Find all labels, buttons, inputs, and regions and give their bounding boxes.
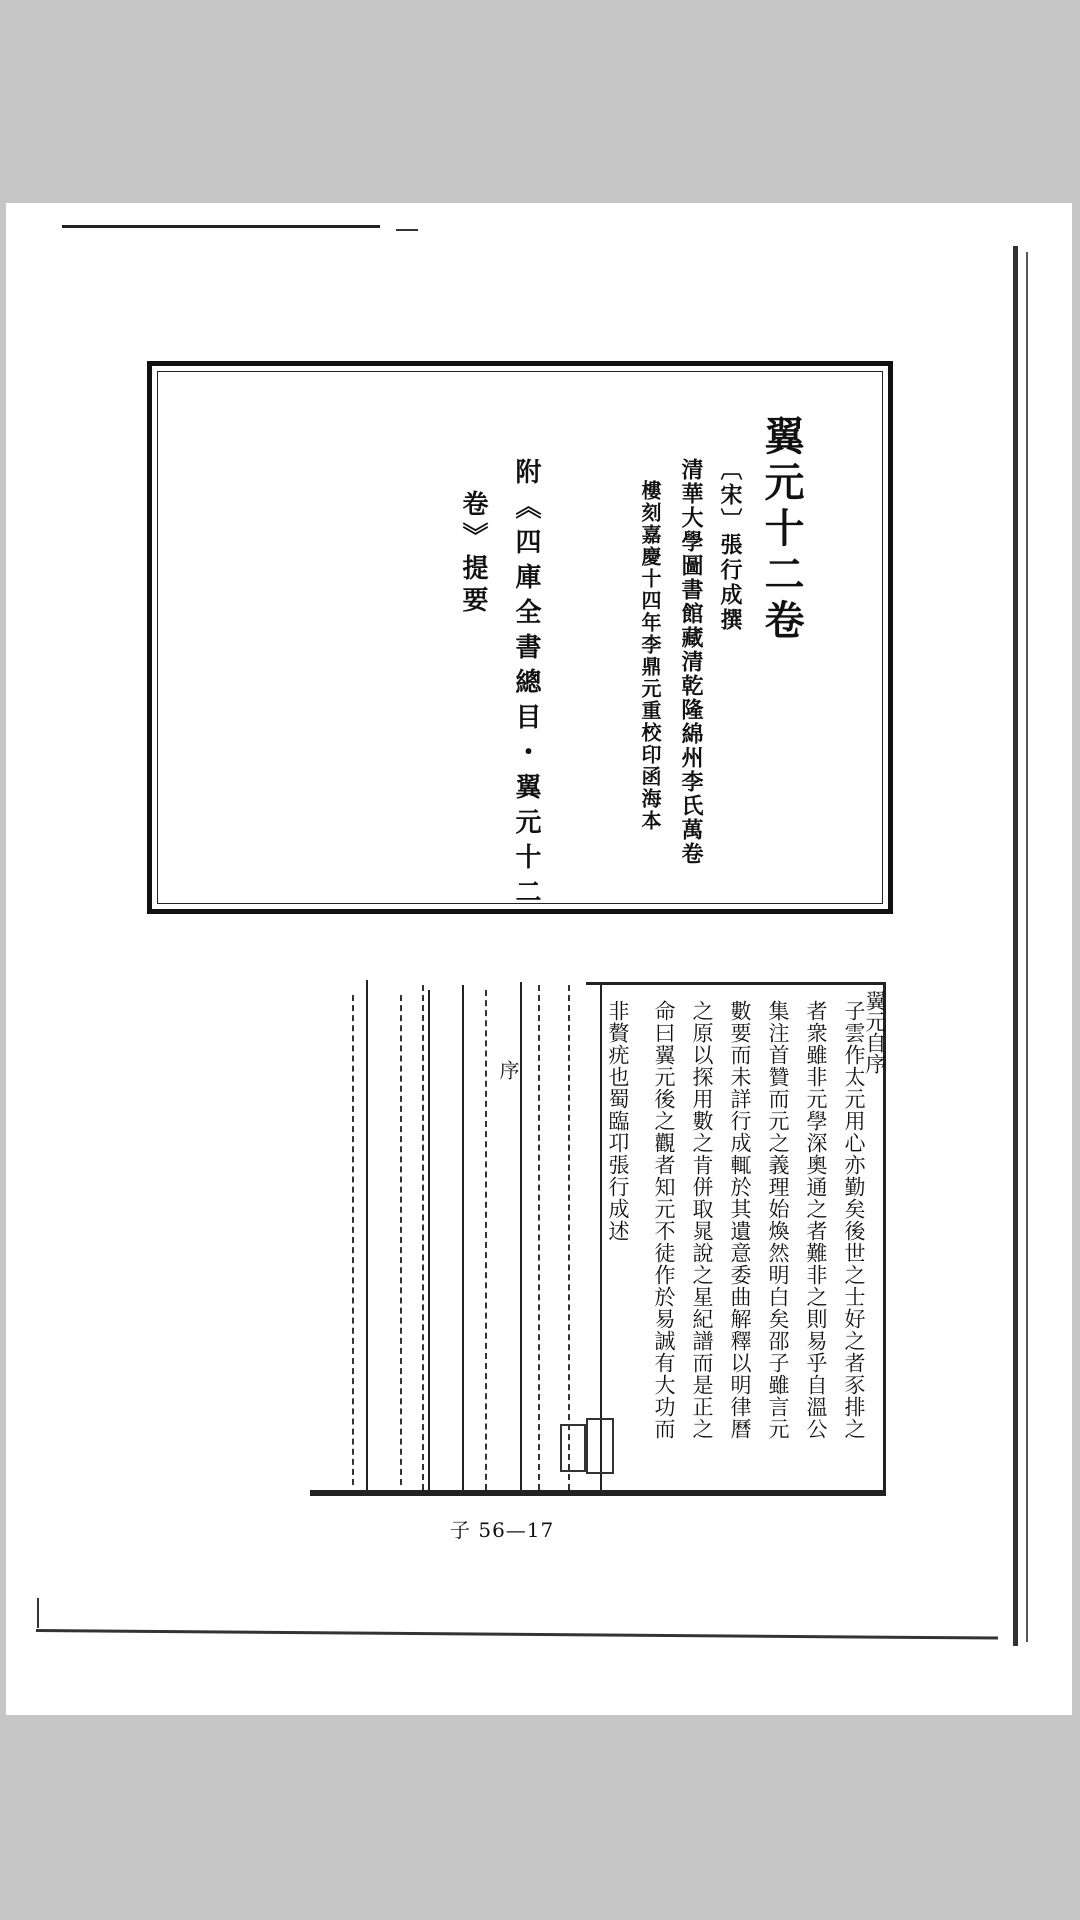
appendix-line-2: 卷》提要: [458, 490, 488, 618]
preface-column: 子雲作太元用心亦勤矣後世之士好之者豕排之: [842, 1000, 866, 1440]
preface-heading: 翼元自序: [863, 990, 887, 1074]
column-rule-dashed: [400, 995, 402, 1485]
preface-column: 之原以探用數之肯併取晁說之星紀譜而是正之: [690, 1000, 714, 1440]
edition-line-2: 樓刻嘉慶十四年李鼎元重校印函海本: [638, 480, 662, 832]
column-rule-dashed: [352, 995, 354, 1485]
column-rule-dashed: [568, 985, 570, 1490]
column-rule-dashed: [538, 985, 540, 1490]
preface-frame-bottom: [310, 1490, 886, 1496]
column-rule: [600, 982, 602, 1492]
author-line: 〔宋〕張行成撰: [717, 458, 743, 633]
preface-column: 非贅疣也蜀臨卭張行成述: [606, 1000, 630, 1242]
edition-line-1: 清華大學圖書館藏清乾隆綿州李氏萬卷: [678, 458, 704, 866]
scan-edge-right: [1013, 246, 1018, 1646]
scan-edge-left: [37, 1598, 39, 1628]
scan-edge-top: [62, 225, 380, 228]
page-number: 子 56—17: [450, 1518, 555, 1542]
preface-column: 集注首贊而元之義理始煥然明白矣邵子雖言元: [766, 1000, 790, 1440]
preface-column: 者衆雖非元學深奧通之者難非之則易乎自溫公: [804, 1000, 828, 1440]
preface-column: 命曰翼元後之觀者知元不徒作於易誠有大功而: [652, 1000, 676, 1440]
column-rule-dashed: [485, 990, 487, 1490]
preface-column: 數要而未詳行成輒於其遺意委曲解釋以明律曆: [728, 1000, 752, 1440]
appendix-line-1: 附《四庫全書總目・翼元十二: [511, 458, 541, 913]
column-rule: [462, 985, 464, 1490]
column-rule: [428, 990, 430, 1490]
preface-side-label: 序: [496, 1060, 520, 1080]
seal-stamp: [586, 1418, 614, 1474]
column-rule: [520, 982, 522, 1492]
scan-edge-top-fragment: [396, 229, 418, 231]
column-rule-dashed: [422, 985, 424, 1490]
book-title: 翼元十二卷: [758, 415, 805, 645]
column-rule: [366, 980, 368, 1495]
scan-edge-right-inner: [1026, 252, 1028, 1642]
seal-stamp-small: [560, 1424, 586, 1472]
